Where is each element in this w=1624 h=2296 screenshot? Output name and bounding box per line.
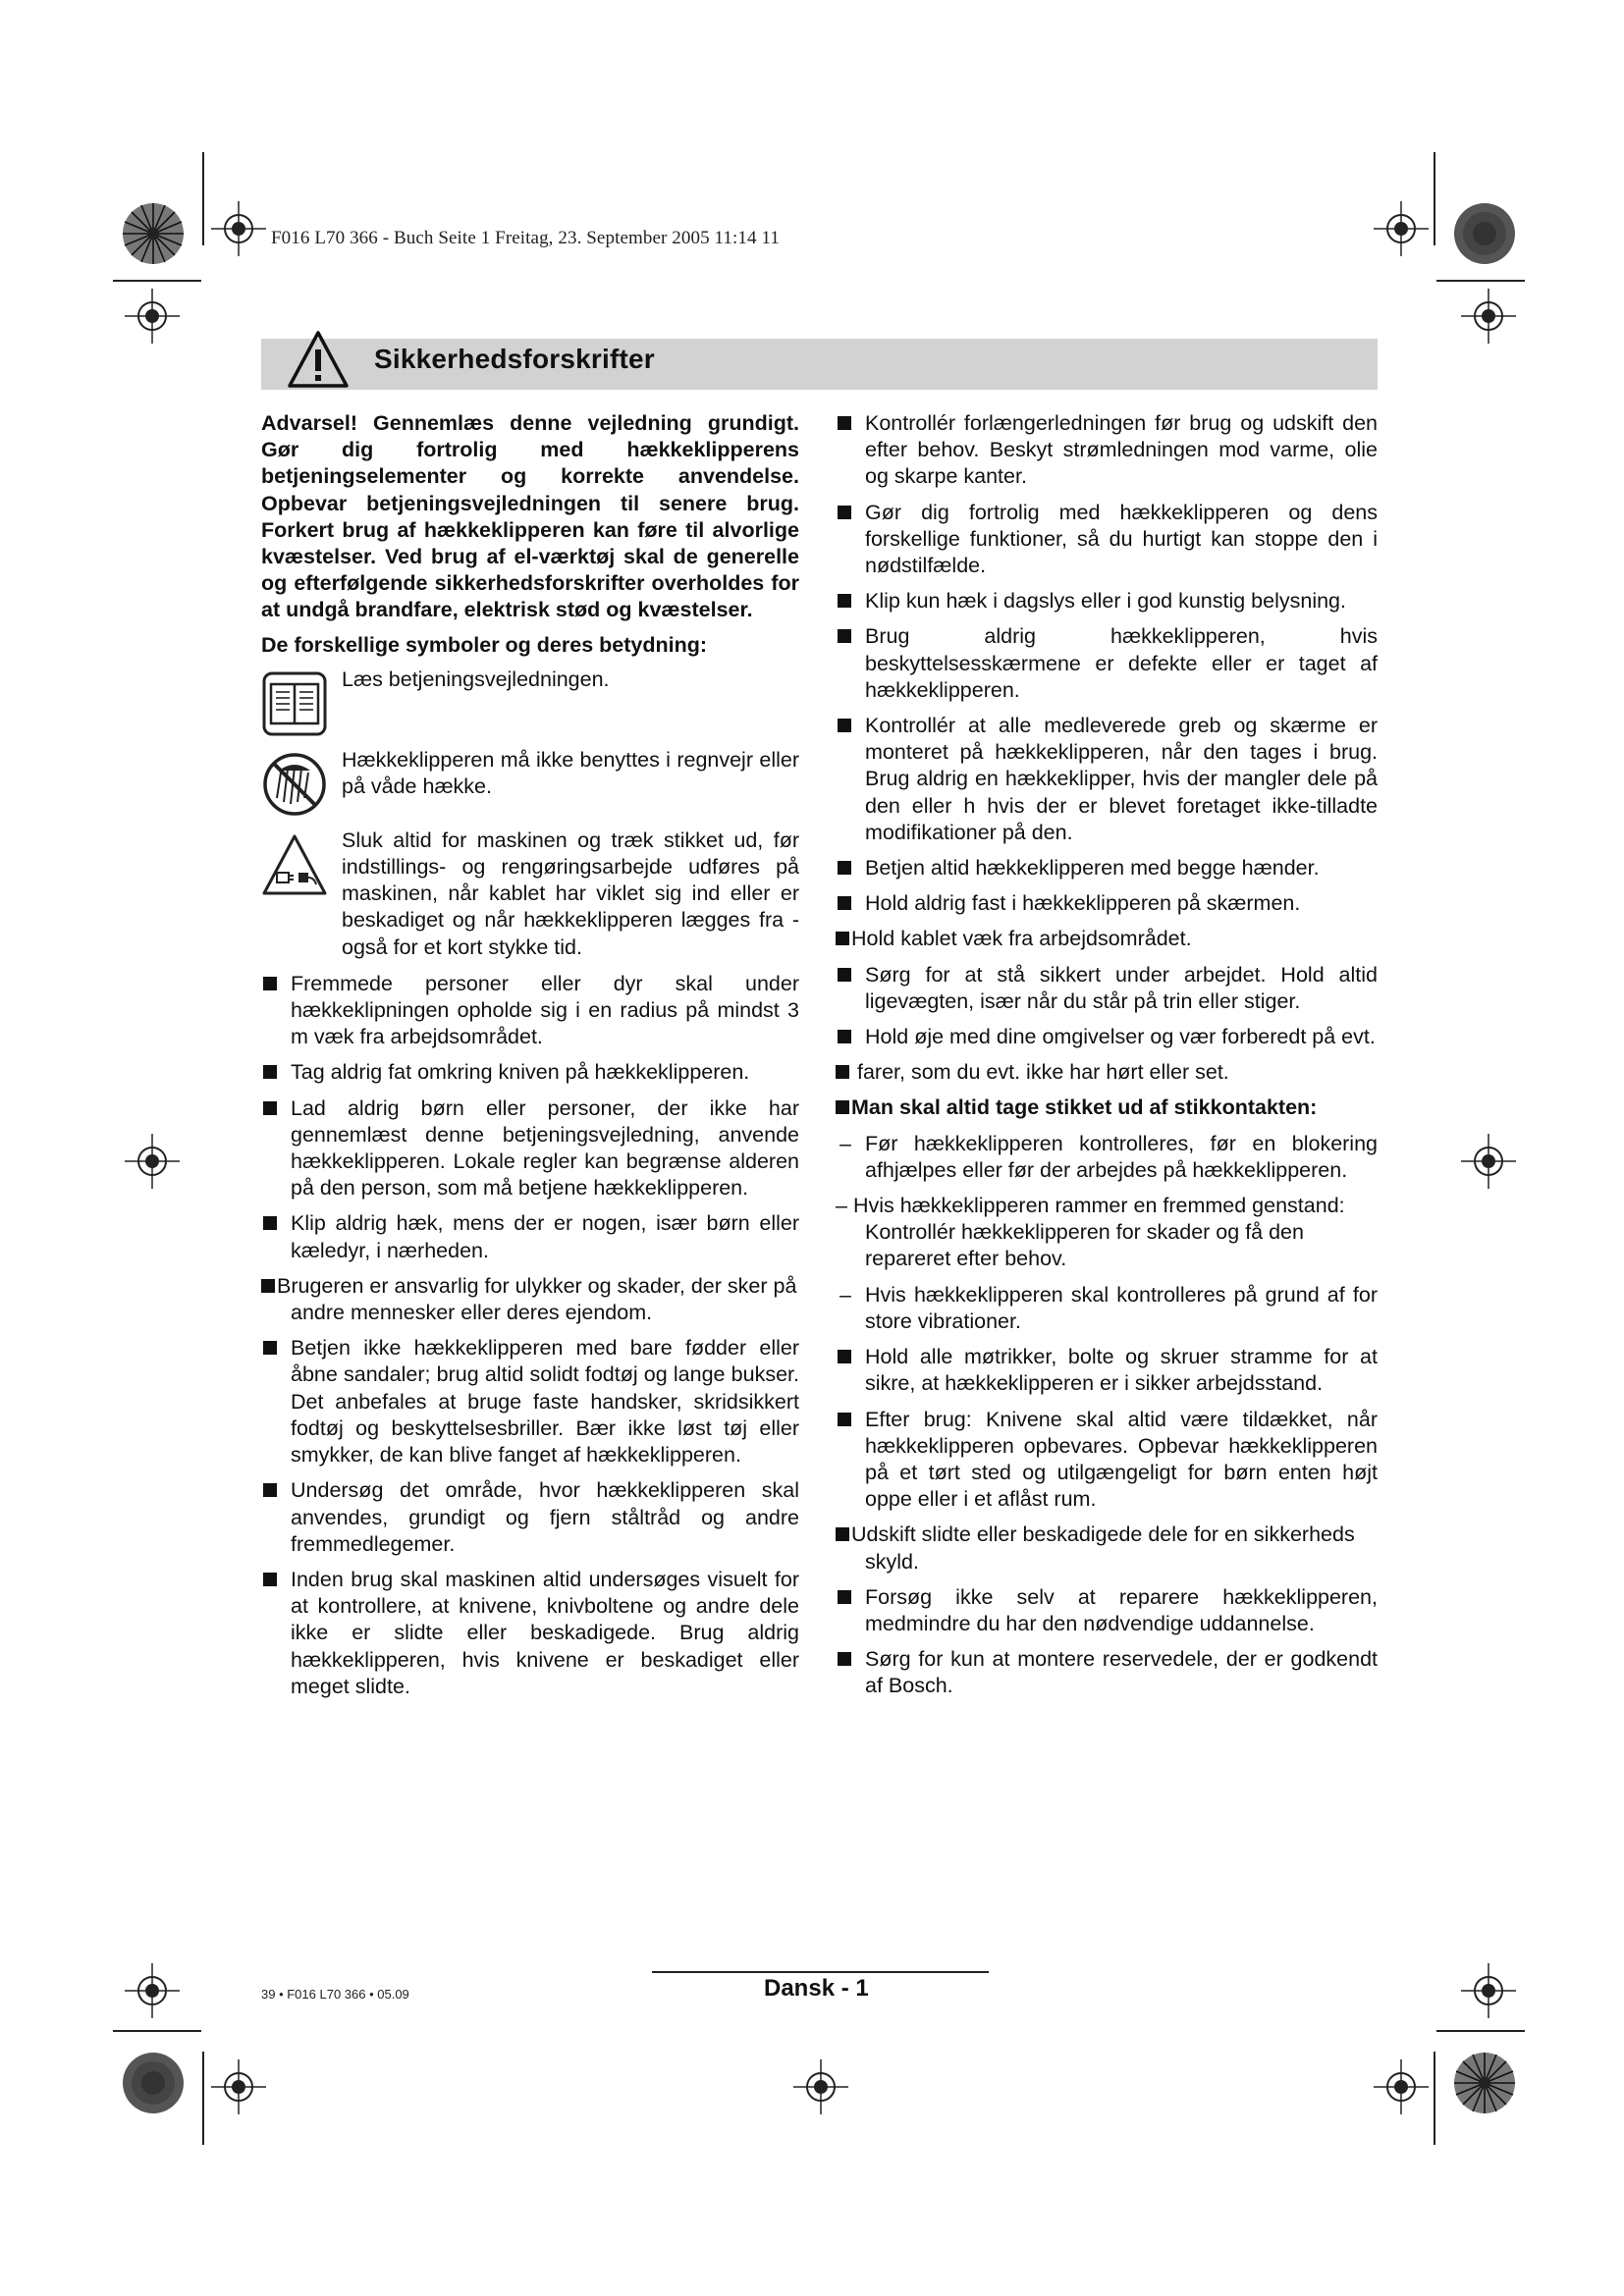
unplug-warning-icon (261, 831, 328, 898)
list-item: Udskift slidte eller beskadigede dele for en sikkerheds skyld. (836, 1522, 1378, 1575)
right-column (836, 410, 1378, 1709)
no-rain-icon (261, 751, 328, 818)
registration-mark-icon (211, 2059, 266, 2114)
warning-triangle-icon (287, 330, 350, 389)
page-title: Sikkerhedsforskrifter (374, 344, 655, 374)
list-item: Klip aldrig hæk, mens der er nogen, især børn eller kæledyr, i nærheden. (261, 1210, 799, 1263)
gray-target-icon (1453, 202, 1516, 265)
gray-target-icon (122, 2052, 185, 2114)
page-number: Dansk - 1 (764, 1975, 869, 2002)
symbol-row (261, 828, 799, 961)
registration-mark-icon (1461, 1963, 1516, 2018)
list-item: Forsøg ikke selv at reparere hækkeklipperen, medmindre du har den nødvendige uddannelse. (836, 1584, 1378, 1637)
registration-mark-icon (793, 2059, 848, 2114)
symbol-text: Læs betjeningsvejledningen. (342, 667, 610, 691)
list-item: Inden brug skal maskinen altid undersøges visuelt for at kontrollere, at knivene, knivboltene og andre dele ikke er slidte eller beskadigede. Brug aldrig hækkeklipperen, hvis knivene er beskadiget eller meget slidte. (261, 1567, 799, 1700)
print-slug: F016 L70 366 - Buch Seite 1 Freitag, 23. September 2005 11:14 11 (271, 228, 780, 248)
list-item: Undersøg det område, hvor hækkeklipperen skal anvendes, grundigt og fjern ståltråd og andre fremmedlegemer. (261, 1477, 799, 1558)
list-item: Tag aldrig fat omkring kniven på hækkeklipperen. (261, 1059, 799, 1086)
registration-mark-icon (125, 1134, 180, 1189)
list-item: Fremmede personer eller dyr skal under hækkeklipningen opholde sig i en radius på mindst 3 m væk fra arbejdsområdet. (261, 971, 799, 1051)
dash-item: – Hvis hækkeklipperen rammer en fremmed genstand: Kontrollér hækkeklipperen for skader og få den repareret efter behov. (836, 1194, 1345, 1271)
list-item: Man skal altid tage stikket ud af stikkontakten: (836, 1095, 1378, 1121)
symbol-row (261, 667, 799, 737)
symbol-row (261, 747, 799, 818)
dash-item: – Før hækkeklipperen kontrolleres, før en blokering afhjælpes eller før der arbejdes på hækkeklipperen. (839, 1131, 1378, 1182)
list-item: Hold øje med dine omgivelser og vær forberedt på evt. (836, 1024, 1378, 1050)
starburst-target-icon (122, 202, 185, 265)
symbols-heading: De forskellige symboler og deres betydning: (261, 632, 707, 657)
registration-mark-icon (1374, 201, 1429, 256)
list-item: Brugeren er ansvarlig for ulykker og skader, der sker på andre mennesker eller deres ejendom. (261, 1273, 799, 1326)
registration-mark-icon (211, 201, 266, 256)
list-item: Hold aldrig fast i hækkeklipperen på skærmen. (836, 890, 1378, 917)
list-item: Kontrollér at alle medleverede greb og skærme er monteret på hækkeklipperen, når den tages i brug. Brug aldrig en hækkeklipper, hvis der mangler dele på den eller h hvis der er blevet foretaget ikke-tilladte modifikationer på den. (836, 713, 1378, 846)
footer-code: 39 • F016 L70 366 • 05.09 (261, 1987, 409, 2002)
book-icon (261, 670, 328, 737)
registration-mark-icon (1461, 1134, 1516, 1189)
list-item: Lad aldrig børn eller personer, der ikke har gennemlæst denne betjeningsvejledning, anvende hækkeklipperen. Lokale regler kan begrænse alderen på den person, som må betjene hækkeklipperen. (261, 1095, 799, 1202)
list-item: Sørg for at stå sikkert under arbejdet. Hold altid ligevægten, især når du står på trin eller stiger. (836, 962, 1378, 1015)
list-item: Brug aldrig hækkeklipperen, hvis beskyttelsesskærmene er defekte eller er taget af hækkeklipperen. (836, 623, 1378, 704)
registration-mark-icon (1461, 289, 1516, 344)
footer-rule (652, 1971, 989, 1973)
list-item: Sørg for kun at montere reservedele, der er godkendt af Bosch. (836, 1646, 1378, 1699)
list-item: Efter brug: Knivene skal altid være tildækket, når hækkeklipperen opbevares. Opbevar hækkeklipperen på et tørt sted og utilgængeligt for børn enten højt oppe eller i et aflåst rum. (836, 1407, 1378, 1514)
dash-item: – Hvis hækkeklipperen skal kontrolleres på grund af for store vibrationer. (839, 1282, 1378, 1333)
list-item: Gør dig fortrolig med hækkeklipperen og dens forskellige funktioner, så du hurtigt kan stoppe den i nødstilfælde. (836, 500, 1378, 580)
list-item: farer, som du evt. ikke har hørt eller set. (836, 1059, 1378, 1086)
list-item: Betjen altid hækkeklipperen med begge hænder. (836, 855, 1378, 881)
left-column (261, 410, 799, 1709)
list-item: Klip kun hæk i dagslys eller i god kunstig belysning. (836, 588, 1378, 614)
registration-mark-icon (125, 1963, 180, 2018)
list-item: Hold alle møtrikker, bolte og skruer stramme for at sikre, at hækkeklipperen er i sikker arbejdsstand. (836, 1344, 1378, 1397)
symbol-text: Hækkeklipperen må ikke benyttes i regnvejr eller på våde hække. (342, 747, 799, 799)
registration-mark-icon (125, 289, 180, 344)
symbol-text: Sluk altid for maskinen og træk stikket ud, før indstillings- og rengøringsarbejde udføres på maskinen, når kablet har viklet sig ind eller er beskadiget og når hækkeklipperen lægges fra - også for et kort stykke tid. (342, 828, 799, 959)
list-item: Kontrollér forlængerledningen før brug og udskift den efter behov. Beskyt strømledningen mod varme, olie og skarpe kanter. (836, 410, 1378, 491)
warning-intro: Advarsel! Gennemlæs denne vejledning grundigt. Gør dig fortrolig med hækkeklipperens betjeningselementer og korrekte anvendelse. Opbevar betjeningsvejledningen til senere brug. Forkert brug af hækkeklipperen kan føre til alvorlige kvæstelser. Ved brug af el-værktøj skal de generelle og efterfølgende sikkerhedsforskrifter overholdes for at undgå brandfare, elektrisk stød og kvæstelser. (261, 411, 799, 622)
list-item: Betjen ikke hækkeklipperen med bare fødder eller åbne sandaler; brug altid solidt fodtøj og lange bukser. Det anbefales at bruge faste handsker, skridsikkert fodtøj og beskyttelsesbriller. Bær ikke løst tøj eller smykker, de kan blive fanget af hækkeklipperen. (261, 1335, 799, 1468)
starburst-target-icon (1453, 2052, 1516, 2114)
list-item: Hold kablet væk fra arbejdsområdet. (836, 926, 1378, 952)
registration-mark-icon (1374, 2059, 1429, 2114)
